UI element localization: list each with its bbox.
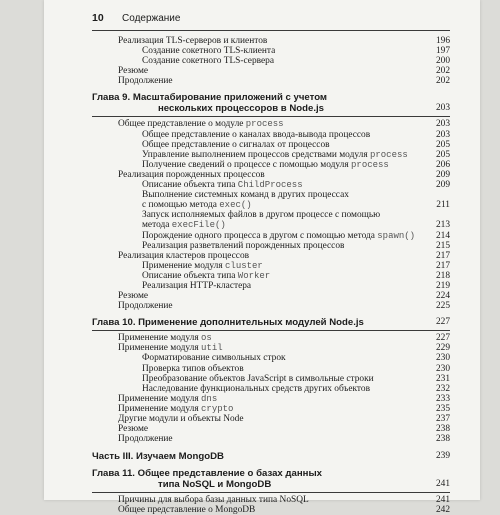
toc-entry-text: Порождение одного процесса в другом с помощью метода: [142, 230, 378, 241]
chapter-9-rule: [92, 116, 450, 117]
toc-entry-title: [92, 281, 251, 291]
toc-entry-page: 237: [435, 414, 450, 424]
chapter-10-title: Глава 10. Применение дополнительных модулей Node.js: [92, 317, 364, 329]
toc-entry-text: Применение модуля: [118, 393, 202, 404]
toc-entry-text: Проверка типов объектов: [142, 363, 244, 374]
toc-entry-page: 224: [435, 291, 450, 302]
toc-entry-text: Запуск исполняемых файлов в другом процессе с помощью: [142, 210, 381, 221]
toc-entry-title: [92, 505, 255, 515]
toc-entry-page: 242: [435, 505, 450, 515]
toc-entry-page: 202: [435, 66, 450, 77]
toc-entry-code: os: [201, 333, 212, 344]
toc-entry: [92, 119, 450, 129]
toc-entry-page: 200: [435, 56, 450, 67]
chapter-11-title: Глава 11. Общее представление о базах данных: [92, 468, 322, 480]
toc-entry-page: 229: [435, 343, 450, 354]
toc-entry-text: Преобразование объектов JavaScript в символьные строки: [142, 373, 374, 384]
toc-entry-page: 197: [435, 46, 450, 57]
toc-entry-code: process: [369, 149, 408, 160]
toc-entry-code: process: [351, 159, 389, 170]
toc-entry-page: [428, 210, 450, 220]
toc-entry-code: spawn(): [377, 230, 416, 241]
header-rule: [92, 30, 450, 31]
toc-entry-title: [92, 343, 223, 353]
toc-entry-page: 196: [435, 36, 450, 46]
toc-entry-text: метода: [142, 220, 172, 231]
toc-entry-title: [92, 46, 275, 56]
toc-entry-text: Резюме: [118, 424, 149, 435]
toc-entry-code: cluster: [225, 260, 263, 271]
toc-entry-title: [92, 414, 244, 424]
toc-entry: [92, 231, 450, 241]
chapter-10-page: 227: [435, 317, 450, 328]
toc-entry-text: Реализация кластеров процессов: [118, 250, 250, 261]
toc-entry: [92, 241, 450, 251]
toc-entry-page: 219: [435, 280, 450, 291]
toc-entry-page: 206: [435, 159, 450, 170]
toc-entry: [92, 343, 450, 353]
toc-entry: [92, 394, 450, 404]
toc-entry: [92, 180, 450, 190]
toc-entry-text: Реализация HTTP-кластера: [142, 280, 252, 291]
toc-entry-page: 227: [435, 333, 450, 344]
toc-entry-page: 235: [435, 403, 450, 414]
header-title: Содержание: [122, 13, 181, 24]
toc-entry: [92, 424, 450, 434]
toc-entry-text: Продолжение: [118, 434, 173, 445]
toc-entry-title: [92, 66, 148, 76]
toc-entry-title: [92, 150, 408, 160]
toc-entry: [92, 291, 450, 301]
toc-entry-code: Worker: [237, 270, 271, 281]
toc-entry: [92, 251, 450, 261]
toc-entry-title: [92, 271, 270, 281]
toc-entry: [92, 76, 450, 86]
chapter-9-page: 203: [435, 103, 450, 114]
toc-entry-code: dns: [201, 393, 218, 404]
part-3-title: Часть III. Изучаем MongoDB: [92, 451, 224, 463]
page-number: 10: [92, 12, 104, 24]
toc-entry-text: Получение сведений о процессе с помощью модуля: [142, 159, 352, 170]
toc-entry: [92, 505, 450, 515]
toc-entry-text: Общее представление о MongoDB: [118, 505, 256, 515]
toc-entry: [92, 200, 450, 210]
toc-entry: [92, 364, 450, 374]
toc-entry: [92, 404, 450, 414]
toc-entry-title: [92, 495, 309, 505]
toc-entry-page: 238: [435, 424, 450, 435]
toc-entry-page: [428, 190, 450, 200]
toc-entry-title: [92, 404, 233, 414]
section-tls-entries: [92, 36, 450, 86]
toc-entry-page: 203: [435, 119, 450, 130]
toc-entry-title: [92, 119, 284, 129]
toc-entry: [92, 130, 450, 140]
toc-entry: [92, 46, 450, 56]
toc-entry-page: 202: [435, 76, 450, 87]
toc-entry-text: с помощью метода: [142, 200, 220, 211]
toc-entry-title: [92, 210, 380, 220]
toc-entry-title: [92, 251, 249, 261]
toc-entry: [92, 220, 450, 230]
toc-entry-text: Применение модуля: [118, 343, 202, 354]
toc-entry-text: Создание сокетного TLS-сервера: [142, 56, 275, 67]
toc-entry-page: 215: [435, 240, 450, 251]
toc-entry-page: 209: [435, 169, 450, 180]
running-header: [92, 12, 450, 30]
toc-entry-text: Наследование функциональных средств других объектов: [142, 383, 371, 394]
toc-entry-code: ChildProcess: [237, 180, 303, 191]
table-of-contents: [92, 36, 450, 515]
toc-entry-title: [92, 160, 389, 170]
toc-entry-page: 233: [435, 393, 450, 404]
toc-entry-text: Описание объекта типа: [142, 270, 238, 281]
toc-entry-page: 218: [435, 270, 450, 281]
book-page: [44, 0, 480, 515]
toc-entry-title: [92, 394, 217, 404]
toc-entry-page: 205: [435, 149, 450, 160]
toc-entry-title: [92, 353, 286, 363]
toc-entry-text: Применение модуля: [142, 260, 226, 271]
toc-entry-title: [92, 364, 244, 374]
toc-entry-text: Описание объекта типа: [142, 180, 238, 191]
toc-entry: [92, 261, 450, 271]
toc-entry: [92, 333, 450, 343]
toc-entry: [92, 434, 450, 444]
toc-entry-title: [92, 130, 370, 140]
toc-entry-code: execFile(): [171, 220, 226, 231]
toc-entry-page: 232: [435, 383, 450, 394]
chapter-11-entries: [92, 495, 450, 515]
toc-entry: [92, 384, 450, 394]
toc-entry: [92, 353, 450, 363]
toc-entry-title: [92, 434, 173, 444]
chapter-9-title: Глава 9. Масштабирование приложений с учетом: [92, 92, 328, 104]
toc-entry-title: [92, 76, 173, 86]
toc-entry-text: Реализация TLS-серверов и клиентов: [118, 36, 268, 46]
toc-entry-page: 241: [435, 495, 450, 506]
toc-entry-title: [92, 291, 148, 301]
toc-entry-text: Резюме: [118, 291, 149, 302]
toc-entry-code: crypto: [201, 403, 234, 414]
toc-entry: [92, 150, 450, 160]
toc-entry: [92, 140, 450, 150]
toc-entry-page: 209: [435, 180, 450, 191]
toc-entry-page: 217: [435, 250, 450, 261]
toc-entry: [92, 190, 450, 200]
toc-entry-text: Продолжение: [118, 301, 173, 312]
toc-entry-page: 213: [435, 220, 450, 231]
chapter-9-title-line2: нескольких процессоров в Node.js: [158, 103, 324, 115]
toc-entry-page: 225: [435, 301, 450, 312]
toc-entry-page: 205: [435, 139, 450, 150]
toc-entry: [92, 374, 450, 384]
toc-entry-text: Форматирование символьных строк: [142, 353, 286, 364]
toc-entry: [92, 414, 450, 424]
toc-entry-title: [92, 200, 252, 210]
part-3-page: 239: [435, 451, 450, 462]
toc-entry-text: Общее представление о модуле: [118, 119, 246, 130]
toc-entry-text: Причины для выбора базы данных типа NoSQL: [118, 495, 309, 506]
toc-entry: [92, 160, 450, 170]
toc-entry-title: [92, 36, 267, 46]
toc-entry: [92, 301, 450, 311]
toc-entry-text: Применение модуля: [118, 333, 202, 344]
toc-entry-text: Реализация разветвлений порожденных процессов: [142, 240, 345, 251]
toc-entry-text: Реализация порожденных процессов: [118, 169, 265, 180]
toc-entry-page: 231: [435, 373, 450, 384]
toc-entry: [92, 66, 450, 76]
toc-entry: [92, 281, 450, 291]
toc-entry-title: [92, 170, 265, 180]
toc-entry-title: [92, 231, 415, 241]
toc-entry-title: [92, 56, 274, 66]
chapter-9-heading: [92, 92, 450, 114]
toc-entry-text: Применение модуля: [118, 403, 202, 414]
toc-entry: [92, 271, 450, 281]
toc-entry: [92, 56, 450, 66]
toc-entry-title: [92, 374, 374, 384]
toc-entry-title: [92, 301, 173, 311]
toc-entry-page: 214: [435, 230, 450, 241]
chapter-10-heading: [92, 317, 450, 328]
toc-entry: [92, 36, 450, 46]
toc-entry-text: Резюме: [118, 66, 149, 77]
toc-entry-title: [92, 190, 349, 200]
toc-entry-code: exec(): [219, 200, 252, 211]
chapter-10-rule: [92, 330, 450, 331]
chapter-9-entries: [92, 119, 450, 311]
toc-entry-title: [92, 220, 226, 230]
chapter-10-entries: [92, 333, 450, 444]
toc-entry-title: [92, 241, 344, 251]
toc-entry-page: 238: [435, 434, 450, 445]
toc-entry-title: [92, 384, 370, 394]
toc-entry-code: util: [201, 343, 223, 354]
toc-entry-code: process: [245, 119, 284, 130]
chapter-11-rule: [92, 492, 450, 493]
part-3-heading: [92, 451, 450, 462]
toc-entry-title: [92, 333, 212, 343]
toc-entry-text: Управление выполнением процессов средствами модуля: [142, 149, 370, 160]
toc-entry-text: Общее представление о сигналах от процессов: [142, 139, 330, 150]
toc-entry-title: [92, 180, 303, 190]
toc-entry-title: [92, 140, 330, 150]
toc-entry-title: [92, 424, 148, 434]
toc-entry-text: Другие модули и объекты Node: [118, 414, 244, 424]
chapter-11-page: 241: [435, 479, 450, 490]
toc-entry-title: [92, 261, 263, 271]
toc-entry: [92, 170, 450, 180]
toc-entry-text: Создание сокетного TLS-клиента: [142, 46, 276, 57]
toc-entry: [92, 495, 450, 505]
chapter-11-heading: [92, 468, 450, 490]
chapter-11-title-line2: типа NoSQL и MongoDB: [158, 479, 272, 491]
toc-entry-page: 230: [435, 363, 450, 374]
toc-entry: [92, 210, 450, 220]
toc-entry-text: Выполнение системных команд в других процессах: [142, 190, 349, 201]
toc-entry-text: Продолжение: [118, 76, 173, 87]
toc-entry-text: Общее представление о каналах ввода-вывода процессов: [142, 129, 371, 140]
toc-entry-page: 230: [435, 353, 450, 364]
toc-entry-page: 211: [436, 200, 450, 211]
toc-entry-page: 217: [435, 260, 450, 271]
toc-entry-page: 203: [435, 129, 450, 140]
